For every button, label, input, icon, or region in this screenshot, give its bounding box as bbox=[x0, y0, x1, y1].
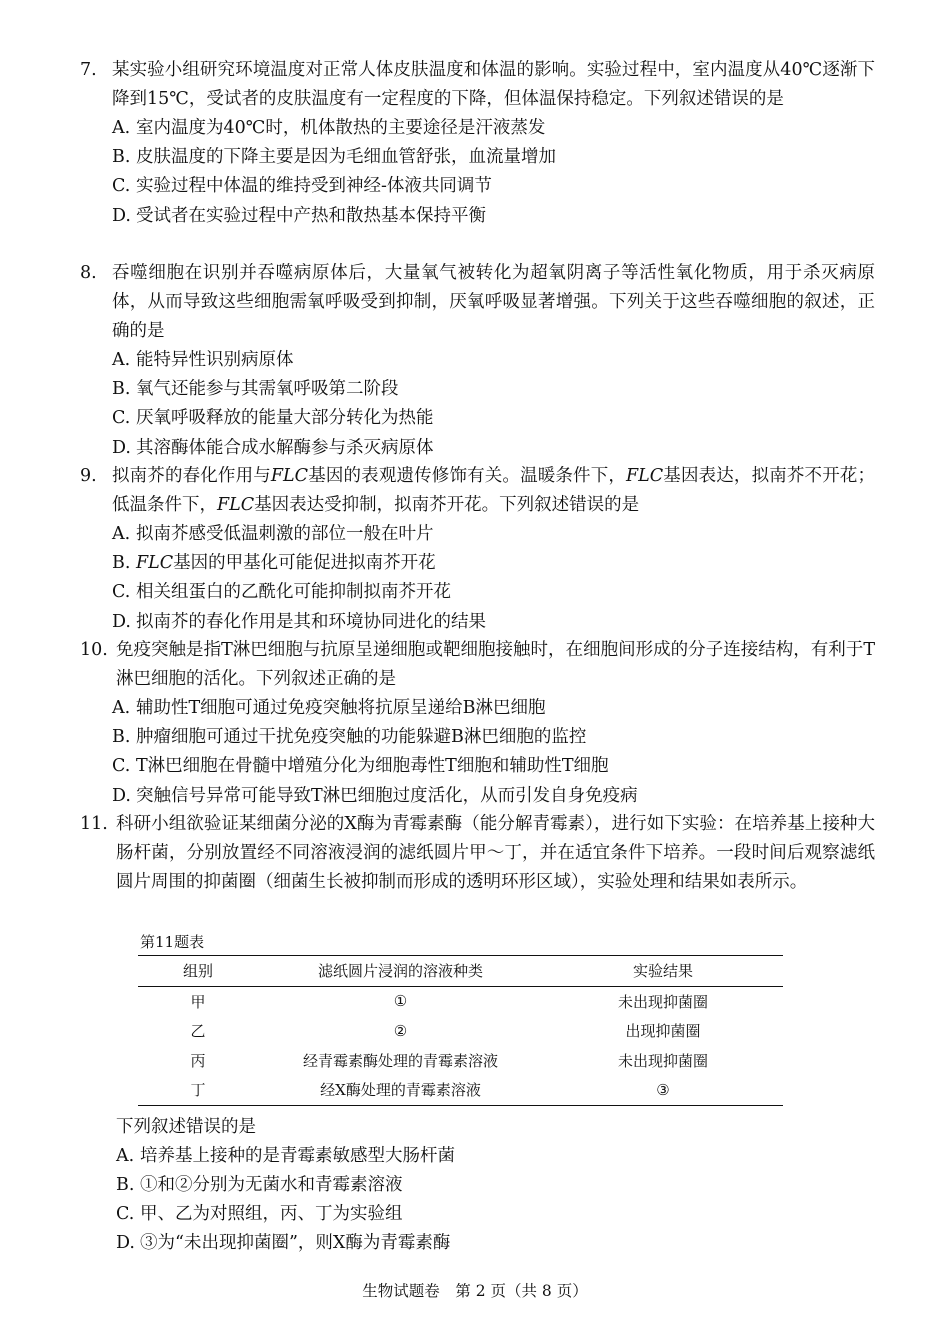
option-b: B. ①和②分别为无菌水和青霉素溶液 bbox=[116, 1175, 403, 1195]
option-b: B. 肿瘤细胞可通过干扰免疫突触的功能躲避B淋巴细胞的监控 bbox=[112, 727, 587, 748]
table-row bbox=[138, 1016, 783, 1046]
question-text: 科研小组欲验证某细菌分泌的X酶为青霉素酶（能分解青霉素），进行如下实验：在培养基上接种大肠杆菌，分别放置经不同溶液浸润的滤纸圆片甲～丁，并在适宜条件下培养。一段时间后观察滤纸圆片周围的抑菌圈（细菌生长被抑制而形成的透明环形区域），实验处理和结果如表所示。 bbox=[116, 814, 875, 892]
option-a: A. 能特异性识别病原体 bbox=[112, 350, 294, 370]
table-cell: 未出现抑菌圈 bbox=[617, 992, 708, 1011]
question-stem bbox=[80, 462, 875, 520]
question-text: 免疫突触是指T淋巴细胞与抗原呈递细胞或靶细胞接触时，在细胞间形成的分子连接结构，有利于T淋巴细胞的活化。下列叙述正确的是 bbox=[116, 640, 875, 689]
table-header-cell: 组别 bbox=[138, 956, 258, 987]
gene-name: FLC bbox=[217, 495, 255, 515]
table-row bbox=[138, 986, 783, 1016]
question-text: 某实验小组研究环境温度对正常人体皮肤温度和体温的影响。实验过程中，室内温度从40℃逐渐下降到15℃，受试者的皮肤温度有一定程度的下降，但体温保持稳定。下列叙述错误的是 bbox=[112, 60, 875, 109]
table-row bbox=[138, 1046, 783, 1076]
option-c: C. T淋巴细胞在骨髓中增殖分化为细胞毒性T细胞和辅助性T细胞 bbox=[112, 756, 609, 777]
question-number: 10. bbox=[80, 640, 108, 660]
table-row bbox=[138, 1075, 783, 1105]
question-9 bbox=[80, 462, 875, 637]
table-cell: 丙 bbox=[190, 1051, 206, 1070]
gene-name: FLC bbox=[136, 553, 174, 574]
question-stem bbox=[80, 56, 875, 114]
question-number: 7. bbox=[80, 60, 97, 80]
option-b: B. 氧气还能参与其需氧呼吸第二阶段 bbox=[112, 379, 399, 400]
table-cell: 经X酶处理的青霉素溶液 bbox=[258, 1075, 543, 1105]
experiment-table bbox=[138, 955, 783, 1106]
gene-name: FLC bbox=[626, 466, 664, 486]
table-cell: 出现抑菌圈 bbox=[625, 1022, 701, 1041]
table-header-row bbox=[138, 956, 783, 987]
table-cell: 乙 bbox=[190, 1022, 206, 1041]
question-number: 11. bbox=[80, 814, 108, 834]
option-c: C. 甲、乙为对照组，丙、丁为实验组 bbox=[116, 1204, 403, 1224]
table-cell: ② bbox=[393, 1021, 408, 1040]
option-c: C. 厌氧呼吸释放的能量大部分转化为热能 bbox=[112, 408, 434, 429]
option-d: D. 突触信号异常可能导致T淋巴细胞过度活化，从而引发自身免疫病 bbox=[112, 785, 638, 806]
table-cell: ① bbox=[393, 992, 408, 1011]
option-d: D. ③为“未出现抑菌圈”，则X酶为青霉素酶 bbox=[116, 1233, 451, 1253]
option-list bbox=[112, 346, 875, 463]
question-11 bbox=[80, 810, 875, 897]
question-stem bbox=[80, 810, 875, 897]
option-a: A. 培养基上接种的是青霉素敏感型大肠杆菌 bbox=[116, 1146, 455, 1166]
table-cell: 未出现抑菌圈 bbox=[617, 1051, 708, 1070]
question-stem bbox=[80, 636, 875, 694]
option-b: B. 皮肤温度的下降主要是因为毛细血管舒张，血流量增加 bbox=[112, 147, 556, 168]
option-c: C. 实验过程中体温的维持受到神经-体液共同调节 bbox=[112, 176, 492, 197]
table-cell: ③ bbox=[543, 1075, 783, 1105]
option-d: D. 拟南芥的春化作用是其和环境协同进化的结果 bbox=[112, 611, 486, 632]
question-8 bbox=[80, 259, 875, 463]
option-c: C. 相关组蛋白的乙酰化可能抑制拟南芥开花 bbox=[112, 582, 451, 603]
question-number: 9. bbox=[80, 466, 97, 486]
table-header-cell: 滤纸圆片浸润的溶液种类 bbox=[258, 956, 543, 987]
question-stem bbox=[80, 259, 875, 346]
question-7 bbox=[80, 56, 875, 231]
question-text: 吞噬细胞在识别并吞噬病原体后，大量氧气被转化为超氧阴离子等活性氧化物质，用于杀灭病原体，从而导致这些细胞需氧呼吸受到抑制，厌氧呼吸显著增强。下列关于这些吞噬细胞的叙述，正确的是 bbox=[112, 263, 875, 341]
table-cell: 丁 bbox=[138, 1075, 258, 1105]
option-d: D. 受试者在实验过程中产热和散热基本保持平衡 bbox=[112, 205, 486, 226]
question-text: 拟南芥的春化作用与FLC基因的表观遗传修饰有关。温暖条件下，FLC基因表达，拟南芥不开花；低温条件下，FLC基因表达受抑制，拟南芥开花。下列叙述错误的是 bbox=[112, 466, 876, 515]
table-cell: 甲 bbox=[190, 992, 206, 1011]
question-lead: 下列叙述错误的是 bbox=[116, 1117, 256, 1137]
option-list bbox=[112, 114, 875, 231]
table-cell: 经青霉素酶处理的青霉素溶液 bbox=[302, 1051, 498, 1070]
gene-name: FLC bbox=[270, 466, 309, 486]
option-a: A. 室内温度为40℃时，机体散热的主要途径是汗液蒸发 bbox=[112, 118, 546, 138]
option-b: B. FLC基因的甲基化可能促进拟南芥开花 bbox=[112, 553, 436, 574]
question-10 bbox=[80, 636, 875, 811]
table-header-cell: 实验结果 bbox=[543, 956, 783, 987]
option-a: A. 拟南芥感受低温刺激的部位一般在叶片 bbox=[112, 524, 434, 544]
question-11-options bbox=[116, 1113, 876, 1258]
question-number: 8. bbox=[80, 263, 97, 283]
table-caption: 第11题表 bbox=[140, 933, 205, 951]
option-d: D. 其溶酶体能合成水解酶参与杀灭病原体 bbox=[112, 437, 434, 458]
option-list bbox=[112, 694, 875, 811]
page-footer: 生物试题卷 第 2 页（共 8 页） bbox=[362, 1282, 588, 1300]
option-list bbox=[112, 520, 875, 637]
option-a: A. 辅助性T细胞可通过免疫突触将抗原呈递给B淋巴细胞 bbox=[112, 698, 546, 718]
